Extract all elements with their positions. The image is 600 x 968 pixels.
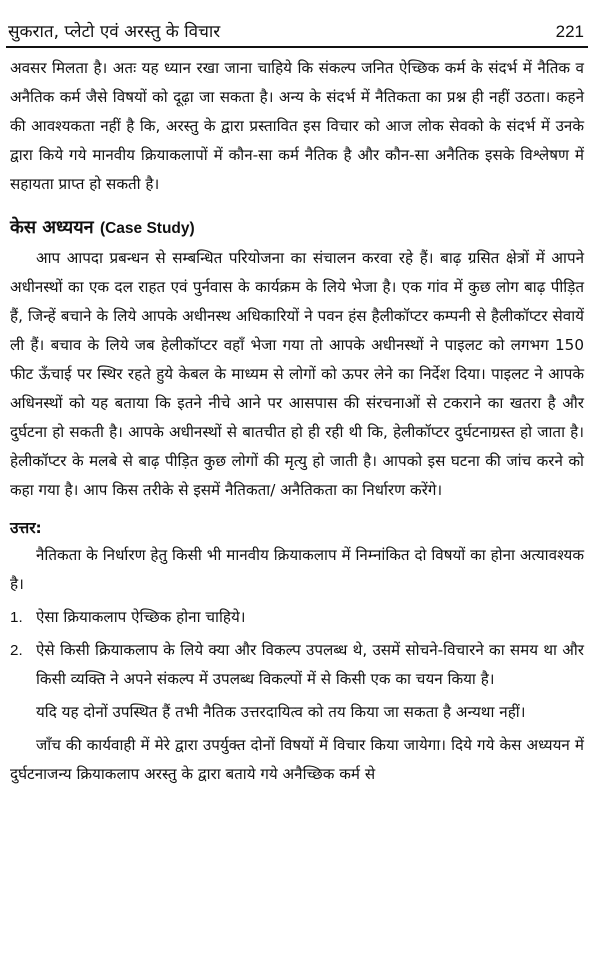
answer-label: उत्तर: [10, 519, 42, 537]
list-item [10, 636, 584, 694]
list-item-text: ऐसे किसी क्रियाकलाप के लिये क्या और विकल्प उपलब्ध थे, उसमें सोचने-विचारने का समय था और किसी व्यक्ति ने अपने संकल्प में उपलब्ध विकल्पों में से किसी एक का चयन किया है। [36, 641, 584, 688]
chapter-title: सुकरात, प्लेटो एवं अरस्तु के विचार [8, 22, 221, 42]
case-study-heading-english: (Case Study) [99, 220, 195, 237]
answer-points-list [10, 603, 584, 694]
condition-paragraph: यदि यह दोनों उपस्थित हैं तभी नैतिक उत्तरदायित्व को तय किया जा सकता है अन्यथा नहीं। [36, 703, 526, 721]
list-item-number: 1. [10, 609, 23, 626]
page-number: 221 [555, 22, 584, 41]
answer-intro: नैतिकता के निर्धारण हेतु किसी भी मानवीय क्रियाकलाप में निम्नांकित दो विषयों का होना अत्यावश्यक है। [10, 546, 584, 593]
case-study-paragraph: आप आपदा प्रबन्धन से सम्बन्धित परियोजना का संचालन करवा रहे हैं। बाढ़ ग्रसित क्षेत्रों में आपने अधीनस्थों का एक दल राहत एवं पुर्नवास के कार्यक्रम के लिये भेजा है। एक गांव में कुछ लोग बाढ़ पीड़ित हैं, जिन्हें बचाने के लिये आपके अधीनस्थ अधिकारियों ने पवन हंस हैलीकॉप्टर कम्पनी से हैलीकॉप्टर सेवायें ली हैं। बचाव के लिये जब हेलीकॉप्टर वहाँ भेजा गया तो आपके अधीनस्थों ने पाइलट को लगभग 150 फीट ऊँचाई पर स्थिर रहते हुये केबल के माध्यम से लोगों को ऊपर लेने का निर्देश दिया। पाइलट ने आपके अधिनस्थों को यह बताया कि इतने नीचे आने पर आसपास की संरचनाओं से टकराने का खतरा है और दुर्घटना हो सकती है। आपके अधीनस्थों से बातचीत हो ही रही थी कि, हेलीकॉप्टर दुर्घटनाग्रस्त हो जाता है। हेलीकॉप्टर के मलबे से बाढ़ पीड़ित कुछ लोगों की मृत्यु हो जाती है। आपको इस घटना की जांच करने को कहा गया है। आप किस तरीके से इसमें नैतिकता/ अनैतिकता का निर्धारण करेंगे। [10, 249, 584, 499]
case-study-heading-hindi: केस अध्ययन [10, 217, 94, 238]
intro-paragraph: अवसर मिलता है। अतः यह ध्यान रखा जाना चाहिये कि संकल्प जनित ऐच्छिक कर्म के संदर्भ में नैतिक व अनैतिक कर्म जैसे विषयों को दूढ़ा जा सकता है। अन्य के संदर्भ में नैतिकता का प्रश्न ही नहीं उठता। कहने की आवश्यकता नहीं है कि, अरस्तु के द्वारा प्रस्तावित इस विचार को आज लोक सेवको के संदर्भ में उनके द्वारा किये गये मानवीय क्रियाकलापों में कौन-सा कर्म नैतिक है और कौन-सा अनैतिक इसके विश्लेषण में सहायता प्राप्त हो सकती है। [10, 59, 584, 193]
case-study-heading [10, 213, 584, 244]
page-body [6, 54, 588, 789]
list-item-number: 2. [10, 642, 23, 659]
list-item [10, 603, 584, 632]
closing-paragraph: जाँच की कार्यवाही में मेरे द्वारा उपर्युक्त दोनों विषयों में विचार किया जायेगा। दिये गये केस अध्ययन में दुर्घटनाजन्य क्रियाकलाप अरस्तु के द्वारा बताये गये अनैच्छिक कर्म से [10, 736, 584, 783]
list-item-text: ऐसा क्रियाकलाप ऐच्छिक होना चाहिये। [36, 608, 246, 626]
running-header [6, 20, 588, 48]
